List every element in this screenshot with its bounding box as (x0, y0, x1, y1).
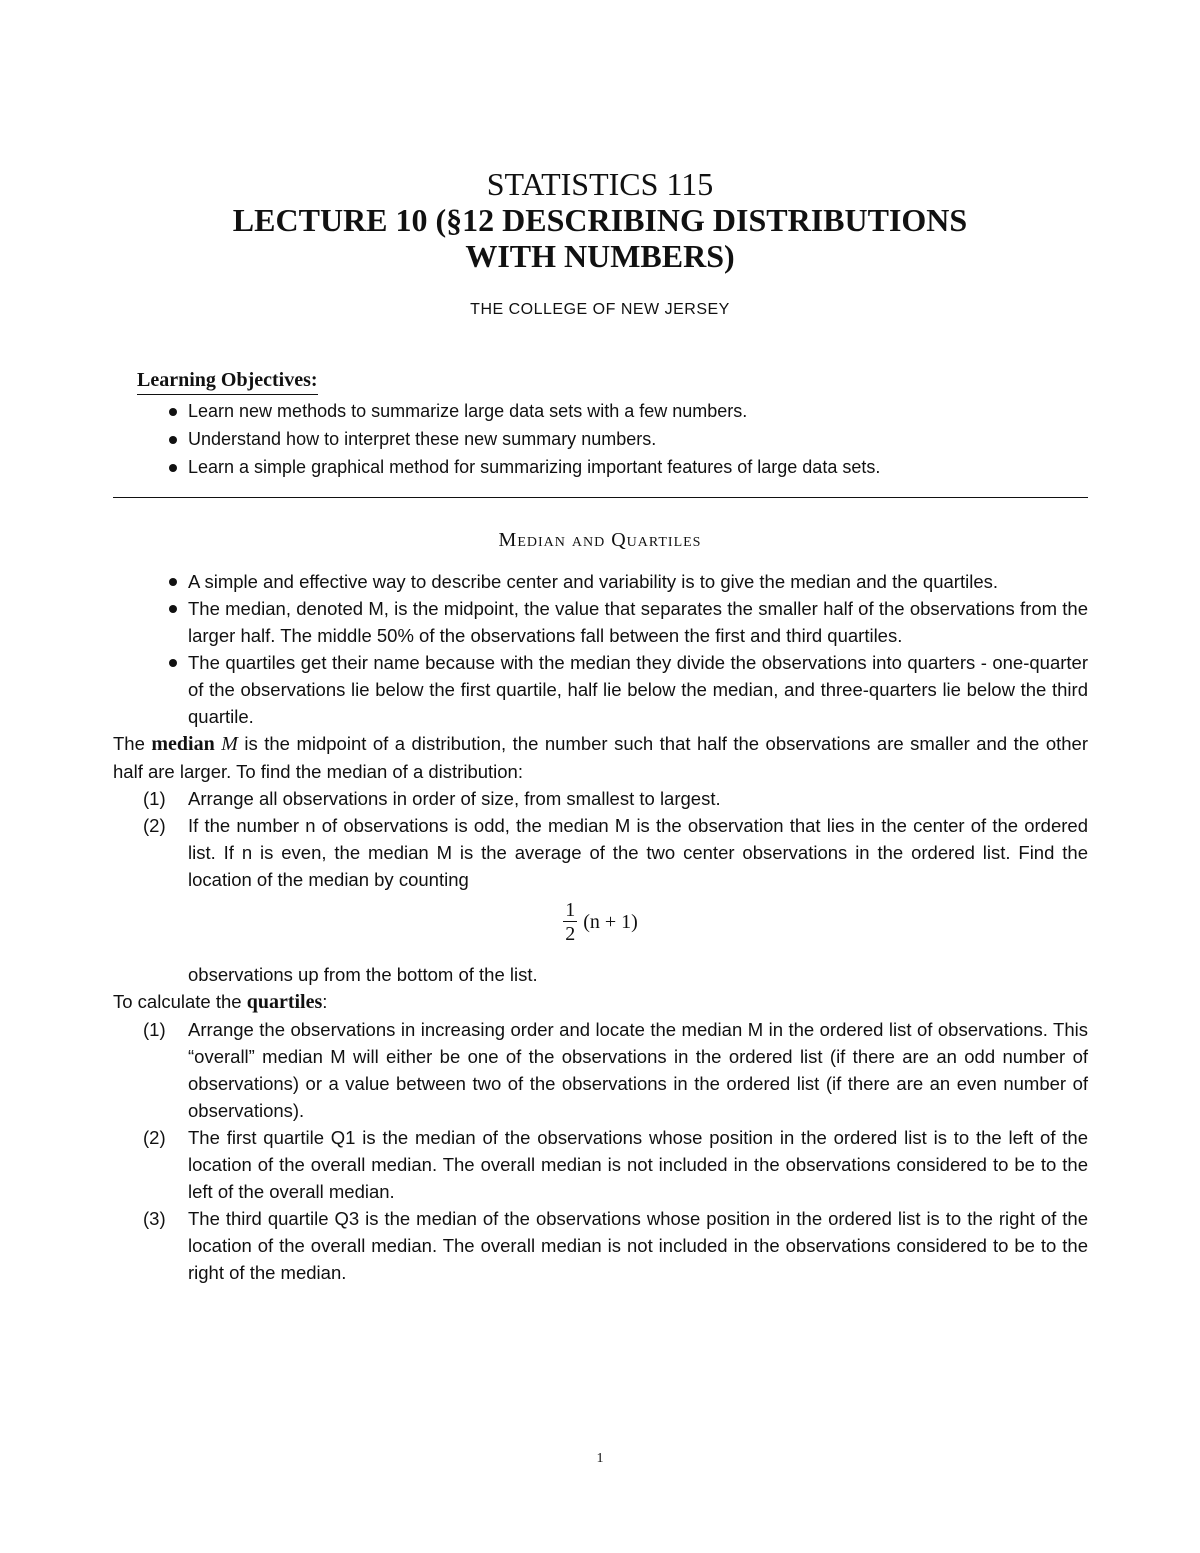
list-item: (3) The third quartile Q3 is the median of the observations whose position in the ordered list is to the right of the location of the overall median. The overall median is not included in the observations considered to be to the right of the median. (143, 1208, 1088, 1283)
institution-name: THE COLLEGE OF NEW JERSEY (470, 301, 730, 318)
bullet-icon (169, 436, 177, 444)
fraction: $\frac{1}{2}$ (565, 899, 576, 945)
list-item: Learn a simple graphical method for summarizing important features of large data sets. (137, 453, 1097, 481)
bullet-icon (169, 605, 177, 613)
formula-continuation: observations up from the bottom of the list. (188, 964, 538, 985)
median-definition: The median M is the midpoint of a distribution, the number such that half the observations are smaller and the other half are larger. To find the median of a distribution: (113, 733, 1088, 782)
list-item: Understand how to interpret these new summary numbers. (137, 425, 1097, 453)
section-bullets (113, 568, 1088, 730)
bullet-icon (169, 659, 177, 667)
section-heading: Median and Quartiles (498, 529, 702, 551)
list-item: (1) Arrange the observations in increasing order and locate the median M in the ordered list of observations. This “overall” median M will either be one of the observations in the ordered list (if there are an odd number of observations) or a value between two of the observations in the ordered list (if there are an even number of observations). (143, 1019, 1088, 1121)
learning-objectives (137, 367, 1097, 481)
list-item: The quartiles get their name because with the median they divide the observations into quarters - one-quarter of the observations lie below the first quartile, half lie below the median, and three-quarters lie below the third quartile. (113, 649, 1088, 730)
bullet-icon (169, 578, 177, 586)
title-line-1: STATISTICS 115 (486, 166, 714, 202)
document-title (0, 166, 1200, 274)
median-term: median (151, 733, 215, 755)
title-line-2: LECTURE 10 (§12 DESCRIBING DISTRIBUTIONS (232, 202, 968, 238)
quartile-steps (113, 1016, 1088, 1286)
quartiles-term: quartiles (246, 991, 323, 1013)
page-number: 1 (596, 1451, 604, 1466)
objectives-heading: Learning Objectives: (137, 367, 318, 395)
list-item: (2) If the number n of observations is odd, the median M is the observation that lies in the center of the ordered list. If n is even, the median M is the average of the two center observations in the ordered list. Find the location of the median by counting (143, 815, 1088, 890)
horizontal-divider (113, 497, 1088, 498)
section-body (113, 568, 1088, 1286)
bullet-icon (169, 408, 177, 416)
list-item: A simple and effective way to describe center and variability is to give the median and the quartiles. (113, 568, 1088, 595)
median-variable: M (221, 733, 238, 755)
title-line-3: WITH NUMBERS) (465, 238, 735, 274)
list-item: The median, denoted M, is the midpoint, the value that separates the smaller half of the observations from the larger half. The middle 50% of the observations fall between the first and third quartiles. (113, 595, 1088, 649)
median-location-formula: $\frac{1}{2}$ (n + 1) (565, 899, 638, 945)
list-item: (2) The first quartile Q1 is the median of the observations whose position in the ordered list is to the left of the location of the overall median. The overall median is not included in the observations considered to be to the left of the overall median. (143, 1127, 1088, 1202)
bullet-icon (169, 464, 177, 472)
quartiles-definition: To calculate the quartiles: (113, 991, 328, 1013)
list-item: Learn new methods to summarize large data sets with a few numbers. (137, 397, 1097, 425)
median-steps (113, 785, 1088, 893)
objectives-list (137, 397, 1097, 481)
list-item: (1) Arrange all observations in order of size, from smallest to largest. (143, 788, 721, 809)
